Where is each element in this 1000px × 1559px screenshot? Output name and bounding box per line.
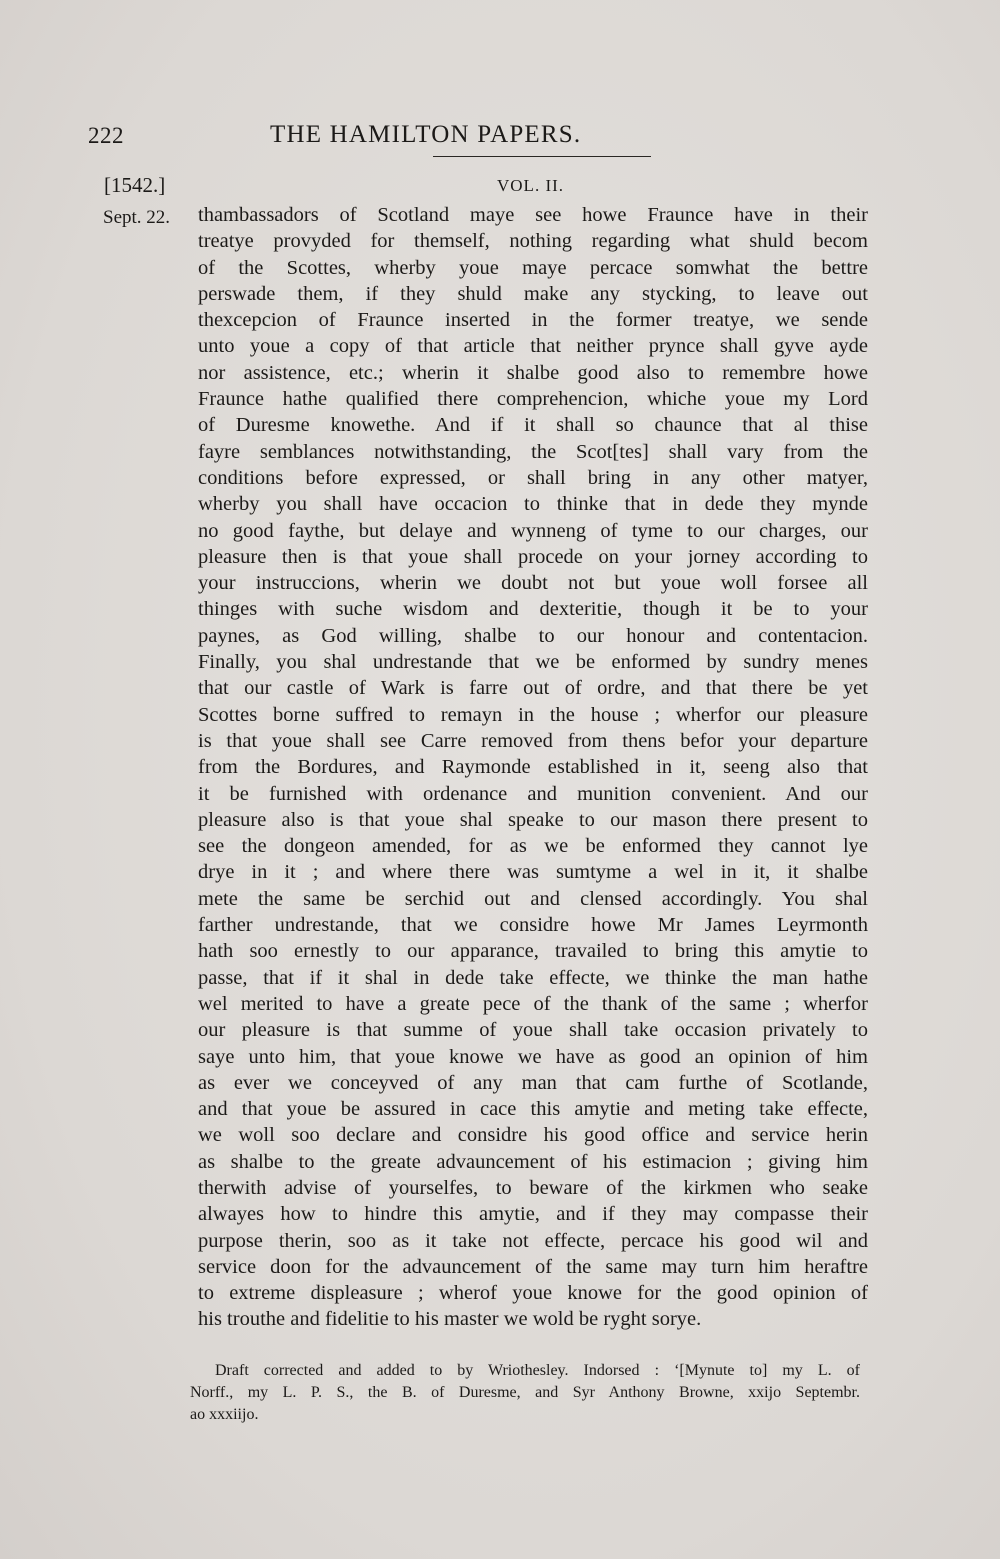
body-line: as ever we conceyved of any man that cam furthe of Scotlande, — [198, 1071, 868, 1094]
body-line: purpose therin, soo as it take not effecte, percace his good wil and — [198, 1229, 868, 1252]
body-line: therwith advise of yourselfes, to beware of the kirkmen who seake — [198, 1176, 868, 1199]
body-line: no good faythe, but delaye and wynneng of tyme to our charges, our — [198, 519, 868, 542]
body-line: pleasure then is that youe shall procede on your jorney according to — [198, 545, 868, 568]
body-line: wherby you shall have occacion to thinke that in dede they mynde — [198, 493, 868, 516]
body-line: nor assistence, etc.; wherin it shalbe good also to remembre howe — [198, 361, 868, 384]
body-line: alwayes how to hindre this amytie, and if they may compasse their — [198, 1203, 868, 1226]
body-line: his trouthe and fidelitie to his master we wold be ryght sorye. — [198, 1308, 702, 1331]
body-line: is that youe shall see Carre removed from thens befor your departure — [198, 729, 868, 752]
header-rule — [433, 156, 651, 157]
body-line: thambassadors of Scotland maye see howe Fraunce have in their — [198, 204, 868, 226]
note-line: Draft corrected and added to by Wriothesley. Indorsed : ‘[Mynute to] my L. of — [215, 1362, 860, 1379]
body-line: service doon for the advauncement of the same may turn him heraftre — [198, 1255, 868, 1278]
body-line: your instruccions, wherin we doubt not but youe woll forsee all — [198, 572, 868, 595]
body-line: thinges with suche wisdom and dexteritie, though it be to your — [198, 598, 868, 621]
body-line: saye unto him, that youe knowe we have as good an opinion of him — [198, 1045, 868, 1068]
body-line: passe, that if it shal in dede take effecte, we thinke the man hathe — [198, 966, 868, 989]
note-line: Norff., my L. P. S., the B. of Duresme, and Syr Anthony Browne, xxijo Septembr. — [190, 1384, 860, 1401]
editorial-note — [190, 1360, 860, 1426]
body-line: our pleasure is that summe of youe shall take occasion privately to — [198, 1019, 868, 1042]
body-line: mete the same be serchid out and clensed accordingly. You shal — [198, 887, 868, 910]
note-line: ao xxxiijo. — [190, 1406, 259, 1423]
year-marker: [1542.] — [104, 173, 166, 197]
body-line: unto youe a copy of that article that neither prynce shall gyve ayde — [198, 335, 868, 358]
body-line: as shalbe to the greate advauncement of his estimacion ; giving him — [198, 1150, 868, 1173]
body-line: wel merited to have a greate pece of the thank of the same ; wherfor — [198, 992, 868, 1015]
body-line: Finally, you shal undrestande that we be enformed by sundry menes — [198, 651, 868, 674]
body-line: we woll soo declare and considre his good office and service herin — [198, 1124, 868, 1147]
body-line: that our castle of Wark is farre out of ordre, and that there be yet — [198, 677, 868, 700]
body-line: paynes, as God willing, shalbe to our honour and contentacion. — [198, 624, 868, 647]
body-line: Scottes borne suffred to remayn in the house ; wherfor our pleasure — [198, 703, 868, 726]
margin-date: Sept. 22. — [103, 207, 171, 228]
letter-body — [198, 202, 868, 1333]
body-line: Fraunce hathe qualified there comprehencion, whiche youe my Lord — [198, 388, 868, 411]
body-line: of the Scottes, wherby youe maye percace somwhat the bettre — [198, 256, 868, 279]
body-line: hath soo ernestly to our apparance, travailed to bring this amytie to — [198, 940, 868, 963]
body-line: treatye provyded for themself, nothing regarding what shuld becom — [198, 230, 868, 253]
body-line: of Duresme knowethe. And if it shall so chaunce that al thise — [198, 414, 868, 437]
body-line: from the Bordures, and Raymonde established in it, seeng also that — [198, 756, 868, 779]
volume-marker: VOL. II. — [497, 176, 565, 195]
body-line: see the dongeon amended, for as we be enformed they cannot lye — [198, 835, 868, 858]
body-line: pleasure also is that youe shal speake to our mason there present to — [198, 808, 868, 831]
body-line: thexcepcion of Fraunce inserted in the former treatye, we sende — [198, 309, 868, 332]
body-line: farther undrestande, that we considre howe Mr James Leyrmonth — [198, 914, 868, 937]
body-line: drye in it ; and where there was sumtyme a wel in it, it shalbe — [198, 861, 868, 884]
body-line: fayre semblances notwithstanding, the Scot[tes] shall vary from the — [198, 440, 868, 463]
body-line: it be furnished with ordenance and munition convenient. And our — [198, 782, 868, 805]
body-line: to extreme displeasure ; wherof youe knowe for the good opinion of — [198, 1282, 868, 1305]
body-line: perswade them, if they shuld make any stycking, to leave out — [198, 282, 868, 305]
page-number: 222 — [88, 123, 124, 148]
body-line: and that youe be assured in cace this amytie and meting take effecte, — [198, 1098, 868, 1121]
running-head-title: THE HAMILTON PAPERS. — [270, 121, 582, 148]
body-line: conditions before expressed, or shall bring in any other matyer, — [198, 466, 868, 489]
